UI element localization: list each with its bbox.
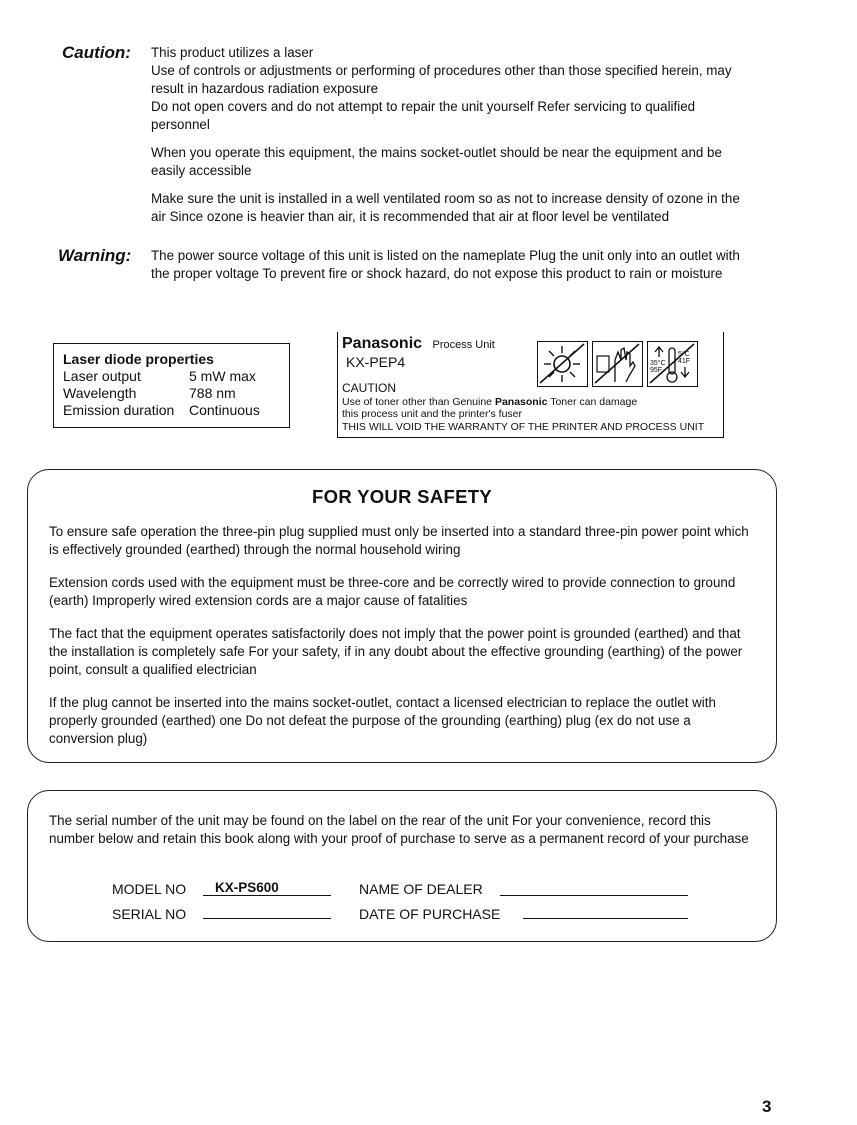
laser-row	[63, 368, 289, 385]
warning-label: Warning:	[58, 246, 132, 265]
model-no-field	[203, 879, 331, 896]
temp-high-label: 35°C 95F	[650, 360, 666, 374]
process-unit-line1-pre: Use of toner other than Genuine	[342, 396, 493, 408]
record-box	[27, 790, 777, 942]
caution-p3: Do not open covers and do not attempt to repair the unit yourself Refer servicing to qualified personnel	[151, 99, 696, 132]
model-no-label: MODEL NO	[112, 881, 187, 897]
safety-title: FOR YOUR SAFETY	[312, 486, 492, 507]
process-unit-warning-line2: this process unit and the printer's fuser	[342, 408, 523, 420]
purchase-date-label: DATE OF PURCHASE	[359, 906, 501, 922]
caution-p1: This product utilizes a laser	[151, 45, 314, 60]
safety-p4: If the plug cannot be inserted into the mains socket-outlet, contact a licensed electrician to replace the outlet with properly grounded (earthed) one Do not defeat the purpose of the grounding (earthing) plug (ex do not use a conversion plug)	[49, 695, 716, 746]
dealer-label: NAME OF DEALER	[359, 881, 483, 897]
laser-properties-title: Laser diode properties	[63, 351, 214, 367]
laser-row	[63, 402, 289, 419]
model-no-value: KX-PS600	[215, 880, 279, 895]
process-unit-caution: CAUTION	[342, 381, 396, 395]
process-unit-label	[337, 332, 724, 438]
no-touch-icon	[592, 341, 643, 387]
laser-row-key: Emission duration	[63, 402, 175, 418]
safety-box	[27, 469, 777, 763]
dealer-field	[500, 879, 688, 896]
caution-label: Caution:	[62, 43, 131, 62]
laser-row-value: 5 mW max	[189, 368, 256, 384]
process-unit-brand: Panasonic	[342, 335, 423, 352]
purchase-date-field	[523, 902, 688, 919]
caution-p5: Make sure the unit is installed in a well ventilated room so as not to increase density of ozone in the air Since ozone is heavier than air, it is recommended that air at floor level be ventilated	[151, 191, 740, 224]
process-unit-line1-brand: Panasonic	[494, 396, 548, 408]
safety-body	[49, 523, 755, 748]
serial-no-label: SERIAL NO	[112, 906, 187, 922]
temperature-range-icon	[647, 341, 698, 387]
process-unit-model: KX-PEP4	[346, 354, 406, 370]
laser-row-key: Laser output	[63, 368, 141, 384]
safety-p3: The fact that the equipment operates satisfactorily does not imply that the power point is grounded (earthed) and that the installation is completely safe For your safety, if in any doubt about the effective grounding (earthing) of the power point, consult a qualified electrician	[49, 626, 743, 677]
safety-p2: Extension cords used with the equipment must be three-core and be correctly wired to provide connection to ground (earth) Improperly wired extension cords are a major cause of fatalities	[49, 575, 736, 608]
laser-properties-box	[53, 343, 290, 428]
process-unit-subtitle: Process Unit	[432, 339, 495, 351]
caution-p4: When you operate this equipment, the mains socket-outlet should be near the equipment and be easily accessible	[151, 145, 722, 178]
serial-no-field	[203, 902, 331, 919]
laser-row-key: Wavelength	[63, 385, 137, 401]
process-unit-warning-line3: THIS WILL VOID THE WARRANTY OF THE PRINTER AND PROCESS UNIT	[342, 421, 705, 433]
safety-p1: To ensure safe operation the three-pin plug supplied must only be inserted into a standard three-pin power point which is effectively grounded (earthed) through the normal household wiring	[49, 524, 749, 557]
process-unit-warning-line1	[342, 396, 637, 408]
page-number: 3	[762, 1097, 772, 1116]
temp-low-label: 5°C 41F	[678, 351, 691, 365]
no-sunlight-icon	[537, 341, 588, 387]
laser-row-value: 788 nm	[189, 385, 236, 401]
process-unit-line1-post: Toner can damage	[550, 396, 638, 408]
warning-text: The power source voltage of this unit is listed on the nameplate Plug the unit only into an outlet with the proper voltage To prevent fire or shock hazard, do not expose this product to rain or moisture	[151, 248, 740, 281]
laser-row-value: Continuous	[189, 402, 260, 418]
caution-text	[151, 44, 755, 226]
record-text: The serial number of the unit may be found on the label on the rear of the unit For your convenience, record this number below and retain this book along with your proof of purchase to serve as a permanent record of your purchase	[49, 813, 749, 846]
laser-row	[63, 385, 289, 402]
caution-p2: Use of controls or adjustments or performing of procedures other than those specified herein, may result in hazardous radiation exposure	[151, 63, 732, 96]
